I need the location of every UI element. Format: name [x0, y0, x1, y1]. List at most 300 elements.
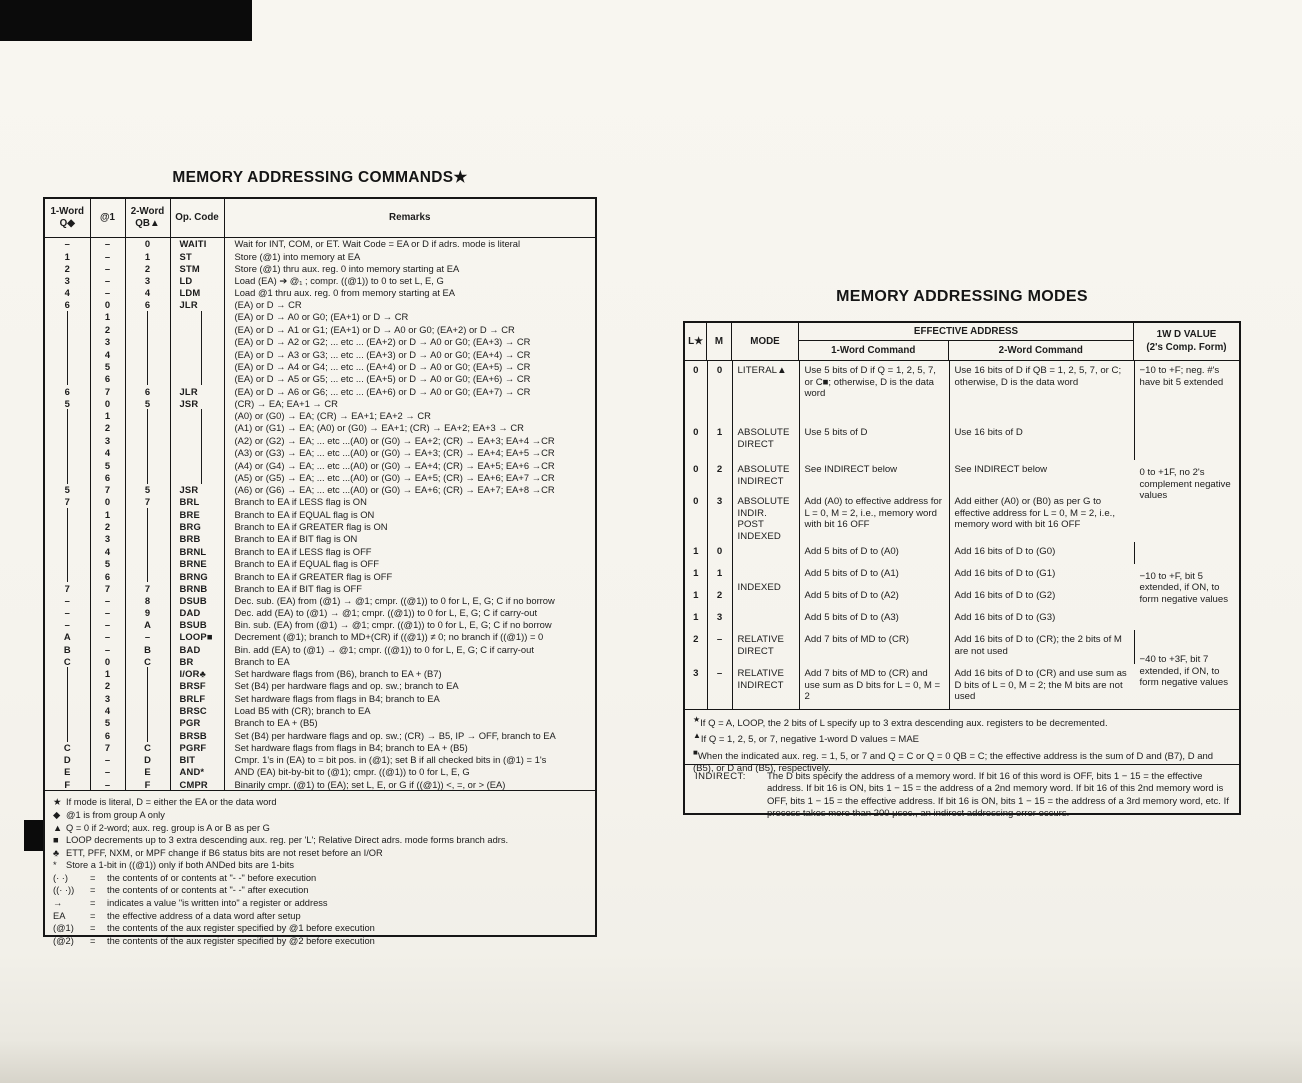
- cell: [45, 545, 90, 557]
- cell: 0: [90, 397, 125, 409]
- cell: 7: [90, 742, 125, 754]
- continuation-line: [67, 717, 69, 729]
- commands-table: [45, 199, 595, 790]
- cell: LOOP■: [170, 631, 224, 643]
- cell: [45, 373, 90, 385]
- cell: Branch to EA if BIT flag is ON: [234, 533, 358, 545]
- cell: JLR: [170, 385, 224, 397]
- continuation-line: [201, 311, 203, 323]
- cell: [125, 311, 170, 323]
- cell: [170, 348, 224, 360]
- continuation-line: [67, 348, 69, 360]
- footnote-symbol: ◆: [53, 809, 61, 820]
- cell: –: [45, 619, 90, 631]
- cell: Cmpr. 1's in (EA) to = bit pos. in (@1); set B if all checked bits in (@1) = 1's: [234, 754, 547, 766]
- continuation-line: [67, 459, 69, 471]
- cell: [125, 336, 170, 348]
- continuation-line: [201, 459, 203, 471]
- legend-text: indicates a value "is written into" a register or address: [107, 898, 328, 909]
- command-row: [45, 570, 595, 582]
- cell: Branch to EA if BIT flag is OFF: [234, 582, 362, 594]
- cell: Set hardware flags from flags in B4; branch to EA + (B5): [234, 742, 468, 754]
- command-row: [45, 595, 595, 607]
- cell: 0: [90, 655, 125, 667]
- mode-name: INDEXED: [732, 542, 799, 630]
- cell: Branch to EA if EQUAL flag is ON: [234, 508, 375, 520]
- legend-symbol: (· ·): [53, 872, 68, 883]
- m-value: 0: [707, 542, 732, 564]
- cell: –: [90, 250, 125, 262]
- cell: 7: [45, 496, 90, 508]
- 2word-effective-address: Add 16 bits of D to (G2): [954, 590, 1056, 601]
- cell: Branch to EA + (B5): [234, 717, 318, 729]
- cell: A: [125, 619, 170, 631]
- 2word-effective-address: Use 16 bits of D if QB = 1, 2, 5, 7, or C; otherwise, D is the data word: [949, 361, 1134, 423]
- command-row: [45, 471, 595, 483]
- cell: [45, 336, 90, 348]
- continuation-line: [201, 471, 203, 483]
- cell: PGRF: [170, 742, 224, 754]
- cell: 1: [90, 508, 125, 520]
- l-value: 1: [685, 564, 707, 586]
- symbol-notes-list: [53, 796, 587, 872]
- cell: DAD: [170, 607, 224, 619]
- cell: LD: [170, 274, 224, 286]
- cell: 2: [45, 262, 90, 274]
- cell: [45, 520, 90, 532]
- cell: [45, 508, 90, 520]
- cell: [45, 348, 90, 360]
- continuation-line: [67, 692, 69, 704]
- d-value-range: −40 to +3F, bit 7 extended, if ON, to form negative values: [1139, 654, 1229, 689]
- mode-name: LITERAL▲: [732, 361, 799, 423]
- continuation-line: [67, 680, 69, 692]
- cell: (EA) or D → A4 or G4; ... etc ... (EA+4) or D → A0 or G0; (EA+5) → CR: [234, 360, 531, 372]
- footnote-line: [53, 859, 587, 872]
- mode-name: ABSOLUTE INDIRECT: [732, 460, 799, 492]
- cell: AND*: [170, 766, 224, 778]
- continuation-line: [67, 422, 69, 434]
- command-row: [45, 336, 595, 348]
- continuation-line: [67, 447, 69, 459]
- cell: C: [45, 742, 90, 754]
- cell: 3: [90, 533, 125, 545]
- footnote-text: Q = 0 if 2-word; aux. reg. group is A or B as per G: [66, 822, 270, 833]
- cell: [170, 447, 224, 459]
- m-value: 3: [707, 608, 732, 630]
- cell: 6: [90, 729, 125, 741]
- l-value: 2: [685, 630, 707, 664]
- cell: [45, 323, 90, 335]
- cell: [125, 729, 170, 741]
- mode-name: RELATIVE INDIRECT: [732, 664, 799, 709]
- continuation-line: [147, 667, 149, 679]
- legend-line: [53, 922, 587, 935]
- cell: 4: [45, 287, 90, 299]
- footnote-line: [53, 847, 587, 860]
- cell: [125, 508, 170, 520]
- 1word-effective-address: Add 7 bits of MD to (CR): [799, 630, 949, 664]
- m-value: 1: [707, 423, 732, 460]
- cell: Set (B4) per hardware flags and op. sw.; (CR) → B5, IP → OFF, branch to EA: [234, 729, 556, 741]
- cell: BRG: [170, 520, 224, 532]
- cell: 1: [90, 667, 125, 679]
- l-value: 0: [685, 361, 707, 423]
- cell: 1: [90, 311, 125, 323]
- col-header-opcode: Op. Code: [170, 199, 224, 238]
- continuation-line: [201, 422, 203, 434]
- command-row: [45, 287, 595, 299]
- mode-row: [685, 630, 1239, 664]
- command-row: [45, 299, 595, 311]
- continuation-line: [147, 508, 149, 520]
- command-row: [45, 742, 595, 754]
- cell: 1: [45, 250, 90, 262]
- cell: Branch to EA if GREATER flag is ON: [234, 520, 388, 532]
- cell: [125, 360, 170, 372]
- l-value: 3: [685, 664, 707, 709]
- cell: 2: [125, 262, 170, 274]
- command-row: [45, 520, 595, 532]
- cell: 7: [45, 582, 90, 594]
- command-row: [45, 409, 595, 421]
- cell: 7: [125, 582, 170, 594]
- continuation-line: [147, 717, 149, 729]
- cell: –: [90, 754, 125, 766]
- effective-address-label: EFFECTIVE ADDRESS: [799, 323, 1133, 341]
- commands-header-row: [45, 199, 595, 238]
- 2word-effective-address: Add 16 bits of D to (CR); the 2 bits of M are not used: [949, 630, 1134, 664]
- command-row: [45, 631, 595, 643]
- cell: BAD: [170, 643, 224, 655]
- cell: [125, 558, 170, 570]
- cell: Store (@1) thru aux. reg. 0 into memory starting at EA: [234, 262, 460, 274]
- cell: [45, 434, 90, 446]
- continuation-line: [201, 360, 203, 372]
- command-row: [45, 459, 595, 471]
- cell: 5: [45, 397, 90, 409]
- continuation-line: [147, 705, 149, 717]
- cell: D: [45, 754, 90, 766]
- cell: 4: [90, 705, 125, 717]
- mode-row: [685, 423, 1239, 460]
- cell: 0: [90, 299, 125, 311]
- cell: [125, 348, 170, 360]
- footnote-line: [693, 714, 1231, 730]
- command-row: [45, 385, 595, 397]
- cell: [170, 360, 224, 372]
- footnote-symbol: ♣: [53, 847, 60, 858]
- command-row: [45, 655, 595, 667]
- 2word-effective-address: Use 16 bits of D: [949, 423, 1134, 460]
- continuation-line: [67, 373, 69, 385]
- m-value: –: [707, 664, 732, 709]
- cell: 9: [125, 607, 170, 619]
- command-row: [45, 558, 595, 570]
- l-value: 0: [685, 492, 707, 542]
- 1word-effective-address: Add 5 bits of D to (A3): [799, 608, 949, 630]
- modes-table: [685, 361, 1239, 709]
- cell: 7: [90, 385, 125, 397]
- cell: BIT: [170, 754, 224, 766]
- cell: Set hardware flags from (B6), branch to EA + (B7): [234, 667, 442, 679]
- continuation-line: [67, 508, 69, 520]
- footnote-symbol: ▲: [53, 822, 63, 833]
- continuation-line: [67, 323, 69, 335]
- continuation-line: [67, 520, 69, 532]
- command-row: [45, 533, 595, 545]
- cell: 3: [90, 336, 125, 348]
- cell: [45, 447, 90, 459]
- cell: [45, 558, 90, 570]
- command-row: [45, 484, 595, 496]
- command-row: [45, 619, 595, 631]
- legend-symbol: (@2): [53, 935, 74, 946]
- 1word-effective-address: Add 5 bits of D to (A1): [799, 564, 949, 586]
- cell: (A3) or (G3) → EA; ... etc ...(A0) or (G0) → EA+3; (CR) → EA+4; EA+5 →CR: [234, 447, 555, 459]
- continuation-line: [67, 558, 69, 570]
- m-value: 1: [707, 564, 732, 586]
- cell: (EA) or D → A1 or G1; (EA+1) or D → A0 or G0; (EA+2) or D → CR: [234, 323, 515, 335]
- cell: [125, 692, 170, 704]
- continuation-line: [147, 570, 149, 582]
- col-header-1word-command: 1-Word Command: [799, 341, 949, 360]
- scan-registration-mark: [24, 820, 44, 851]
- cell: –: [90, 262, 125, 274]
- cell: –: [90, 287, 125, 299]
- cell: 0: [90, 496, 125, 508]
- cell: (EA) or D → A5 or G5; ... etc ... (EA+5) or D → A0 or G0; (EA+6) → CR: [234, 373, 531, 385]
- cell: –: [90, 595, 125, 607]
- legend-text: the contents of the aux register specified by @1 before execution: [107, 923, 375, 934]
- command-row: [45, 447, 595, 459]
- cell: –: [90, 607, 125, 619]
- legend-text: the contents of the aux register specified by @2 before execution: [107, 935, 375, 946]
- cell: [125, 409, 170, 421]
- cell: BRNG: [170, 570, 224, 582]
- cell: Bin. sub. (EA) from (@1) → @1; cmpr. ((@1)) to 0 for L, E, G; C if no borrow: [234, 619, 552, 631]
- cell: Branch to EA if LESS flag is ON: [234, 496, 367, 508]
- continuation-line: [67, 336, 69, 348]
- cell: (EA) or D → CR: [234, 299, 302, 311]
- memory-addressing-commands-table: [43, 197, 597, 946]
- cell: (A6) or (G6) → EA; ... etc ...(A0) or (G0) → EA+6; (CR) → EA+7; EA+8 →CR: [234, 484, 555, 496]
- cell: WAITI: [170, 238, 224, 251]
- cell: A: [45, 631, 90, 643]
- cell: –: [45, 238, 90, 251]
- 2word-effective-address: See INDIRECT below: [954, 464, 1048, 475]
- continuation-line: [147, 409, 149, 421]
- cell: [125, 459, 170, 471]
- l-value: 1: [685, 586, 707, 608]
- cell: 6: [125, 385, 170, 397]
- continuation-line: [147, 545, 149, 557]
- m-value: 2: [707, 586, 732, 608]
- 1word-effective-address: See INDIRECT below: [799, 460, 949, 492]
- command-row: [45, 250, 595, 262]
- cell: C: [125, 742, 170, 754]
- col-header-1word-q: 1-Word Q◆: [45, 199, 90, 238]
- command-row: [45, 545, 595, 557]
- continuation-line: [67, 311, 69, 323]
- cell: –: [45, 607, 90, 619]
- command-row: [45, 582, 595, 594]
- l-value: 1: [685, 542, 707, 564]
- m-value: 3: [707, 492, 732, 542]
- mode-row: [685, 542, 1239, 564]
- command-row: [45, 508, 595, 520]
- cell: [45, 729, 90, 741]
- col-header-mode: MODE: [732, 323, 799, 360]
- cell: BRLF: [170, 692, 224, 704]
- cell: [170, 471, 224, 483]
- cell: [45, 570, 90, 582]
- cell: BRSB: [170, 729, 224, 741]
- cell: [125, 680, 170, 692]
- cell: C: [45, 655, 90, 667]
- cell: [125, 422, 170, 434]
- continuation-line: [67, 533, 69, 545]
- legend-line: [53, 884, 587, 897]
- cell: AND (EA) bit-by-bit to (@1); cmpr. ((@1)) to 0 for L, E, G: [234, 766, 470, 778]
- cell: 5: [125, 484, 170, 496]
- legend-equals: =: [90, 898, 96, 909]
- continuation-line: [147, 323, 149, 335]
- footnote-text: @1 is from group A only: [66, 809, 165, 820]
- col-header-l: L★: [685, 323, 707, 360]
- continuation-line: [67, 570, 69, 582]
- m-value: 2: [707, 460, 732, 492]
- mode-row: [685, 361, 1239, 423]
- cell: 7: [90, 582, 125, 594]
- cell: [45, 471, 90, 483]
- command-row: [45, 705, 595, 717]
- 2word-effective-address: Add 16 bits of D to (G3): [954, 612, 1056, 623]
- cell: [45, 360, 90, 372]
- footnote-line: [53, 796, 587, 809]
- command-row: [45, 643, 595, 655]
- footnote-line: [53, 809, 587, 822]
- legend-symbol: ((· ·)): [53, 885, 75, 896]
- footnote-line: [53, 834, 587, 847]
- footnote-text: ETT, PFF, NXM, or MPF change if B6 status bits are not reset before an I/OR: [66, 847, 383, 858]
- cell: 1: [125, 250, 170, 262]
- continuation-line: [201, 434, 203, 446]
- 2word-effective-address: Add 16 bits of D to (G1): [954, 568, 1056, 579]
- cell: [45, 680, 90, 692]
- cell: [170, 409, 224, 421]
- legend-line: [53, 872, 587, 885]
- cell: 4: [90, 348, 125, 360]
- cell: 2: [90, 680, 125, 692]
- continuation-line: [201, 373, 203, 385]
- cell: 3: [125, 274, 170, 286]
- command-row: [45, 680, 595, 692]
- cell: [170, 422, 224, 434]
- cell: ST: [170, 250, 224, 262]
- footnote-text: If mode is literal, D = either the EA or the data word: [66, 797, 277, 808]
- continuation-line: [147, 471, 149, 483]
- footnote-symbol: ■: [693, 747, 698, 757]
- col-header-effective-address: [799, 323, 1134, 360]
- cell: [125, 570, 170, 582]
- modes-footnotes: [685, 709, 1239, 775]
- cell: 2: [90, 323, 125, 335]
- command-row: [45, 348, 595, 360]
- cell: 5: [90, 360, 125, 372]
- cell: [125, 667, 170, 679]
- command-row: [45, 729, 595, 741]
- cell: (EA) or D → A0 or G0; (EA+1) or D → CR: [234, 311, 409, 323]
- d-value-range: −10 to +F; neg. #'s have bit 5 extended: [1139, 365, 1224, 388]
- continuation-line: [201, 409, 203, 421]
- cell: [125, 717, 170, 729]
- footnote-symbol: ★: [53, 797, 62, 808]
- cell: [45, 409, 90, 421]
- cell: BRNB: [170, 582, 224, 594]
- l-value: 0: [685, 460, 707, 492]
- continuation-line: [147, 692, 149, 704]
- continuation-line: [67, 360, 69, 372]
- cell: F: [125, 778, 170, 790]
- 2word-effective-address: Add 16 bits of D to (CR) and use sum as D bits of L = 0, M = 2; the M bits are not used: [954, 668, 1127, 702]
- cell: Set hardware flags from flags in B4; branch to EA: [234, 692, 440, 704]
- cell: [45, 533, 90, 545]
- cell: (A0) or (G0) → EA; (CR) → EA+1; EA+2 → CR: [234, 409, 431, 421]
- legend-symbol: (@1): [53, 923, 74, 934]
- cell: –: [90, 238, 125, 251]
- command-row: [45, 262, 595, 274]
- footnote-symbol: ■: [53, 835, 59, 846]
- cell: JSR: [170, 484, 224, 496]
- 2word-effective-address: Add either (A0) or (B0) as per G to effective address for L = 0, M = 2, i.e., memory word with bit 16 OFF: [954, 496, 1116, 530]
- legend-equals: =: [90, 885, 96, 896]
- command-row: [45, 422, 595, 434]
- cell: BRB: [170, 533, 224, 545]
- continuation-line: [67, 434, 69, 446]
- cell: 0: [125, 238, 170, 251]
- cell: –: [90, 274, 125, 286]
- cell: 8: [125, 595, 170, 607]
- cell: [125, 533, 170, 545]
- cell: [125, 434, 170, 446]
- footnote-symbol: ★: [693, 715, 701, 724]
- cell: 4: [90, 447, 125, 459]
- footnote-text: If Q = 1, 2, 5, or 7, negative 1-word D values = MAE: [700, 734, 919, 746]
- cell: [45, 692, 90, 704]
- cell: BRNE: [170, 558, 224, 570]
- continuation-line: [201, 447, 203, 459]
- command-row: [45, 434, 595, 446]
- command-row: [45, 360, 595, 372]
- col-header-remarks: Remarks: [224, 199, 595, 238]
- cell: (A5) or (G5) → EA; ... etc ...(A0) or (G0) → EA+5; (CR) → EA+6; EA+7 →CR: [234, 471, 555, 483]
- cell: Binarily cmpr. (@1) to (EA); set L, E, or G if ((@1)) <, =, or > (EA): [234, 778, 506, 790]
- continuation-line: [67, 705, 69, 717]
- cell: [170, 323, 224, 335]
- footnote-text: When the indicated aux. reg. = 1, 5, or 7 and Q = C or Q = 0 QB = C; the effective address is the sum of D and (B7), D and (B5), or D and (B5), respectively.: [693, 750, 1214, 775]
- cell: Load @1 thru aux. reg. 0 from memory starting at EA: [234, 286, 456, 298]
- cell: BRSC: [170, 705, 224, 717]
- command-row: [45, 323, 595, 335]
- legend-equals: =: [90, 923, 96, 934]
- 1word-effective-address: Use 5 bits of D if Q = 1, 2, 5, 7, or C■; otherwise, D is the data word: [799, 361, 949, 423]
- cell: I/OR♣: [170, 667, 224, 679]
- cell: –: [125, 631, 170, 643]
- cell: (A4) or (G4) → EA; ... etc ...(A0) or (G0) → EA+4; (CR) → EA+5; EA+6 →CR: [234, 459, 555, 471]
- cell: [170, 311, 224, 323]
- d-value-range: −10 to +F, bit 5 extended, if ON, to form negative values: [1139, 570, 1229, 605]
